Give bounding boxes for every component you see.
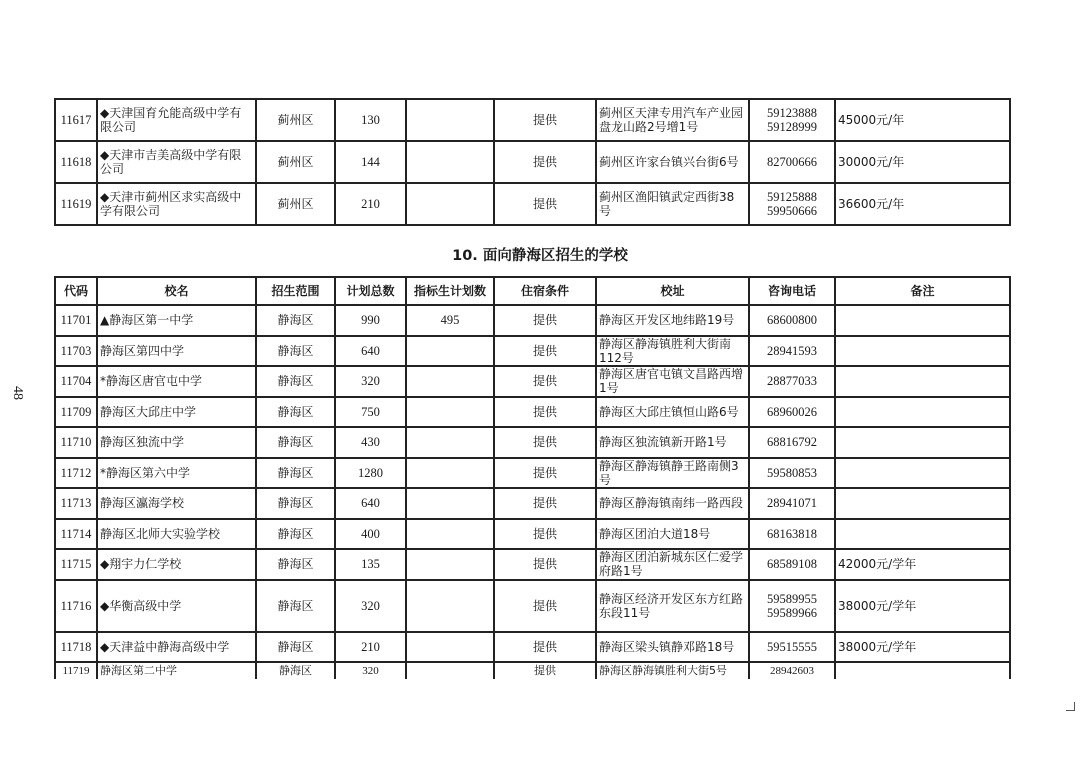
address: 静海区梁头镇静邓路18号 bbox=[596, 632, 749, 663]
header-code: 代码 bbox=[55, 277, 97, 305]
school-code: 11710 bbox=[55, 427, 97, 458]
note bbox=[835, 397, 1010, 428]
phone-1: 59515555 bbox=[767, 639, 817, 654]
crop-mark bbox=[1066, 702, 1075, 711]
school-name: *静海区唐官屯中学 bbox=[97, 366, 256, 397]
lodging: 提供 bbox=[494, 427, 596, 458]
school-name: 静海区第四中学 bbox=[97, 336, 256, 367]
phone bbox=[749, 336, 835, 367]
lodging: 提供 bbox=[494, 458, 596, 489]
phone bbox=[749, 99, 835, 141]
enrollment-scope: 静海区 bbox=[256, 632, 335, 663]
table-row bbox=[55, 458, 1010, 489]
address: 静海区开发区地纬路19号 bbox=[596, 305, 749, 336]
school-name: 静海区独流中学 bbox=[97, 427, 256, 458]
phone: 82700666 bbox=[749, 141, 835, 183]
school-name: ◆天津市蓟州区求实高级中学有限公司 bbox=[97, 183, 256, 225]
table-row bbox=[55, 99, 1010, 141]
address: 静海区团泊大道18号 bbox=[596, 519, 749, 550]
address: 静海区静海镇胜利大街5号 bbox=[596, 662, 749, 679]
quota-plan bbox=[406, 662, 494, 679]
note: 38000元/学年 bbox=[835, 580, 1010, 632]
lodging: 提供 bbox=[494, 183, 596, 225]
phone-2: 59128999 bbox=[767, 120, 817, 134]
quota-plan bbox=[406, 580, 494, 632]
plan-total: 640 bbox=[335, 336, 406, 367]
plan-total: 135 bbox=[335, 549, 406, 580]
school-name: ◆天津益中静海高级中学 bbox=[97, 632, 256, 663]
jinghai-schools-table bbox=[54, 276, 1011, 679]
table-row bbox=[55, 183, 1010, 225]
school-code: 11716 bbox=[55, 580, 97, 632]
plan-total: 400 bbox=[335, 519, 406, 550]
plan-total: 320 bbox=[335, 366, 406, 397]
lodging: 提供 bbox=[494, 549, 596, 580]
plan-total: 1280 bbox=[335, 458, 406, 489]
phone bbox=[749, 427, 835, 458]
phone-1: 59580853 bbox=[767, 465, 817, 480]
note bbox=[835, 488, 1010, 519]
school-name: ◆翔宇力仁学校 bbox=[97, 549, 256, 580]
school-code: 11715 bbox=[55, 549, 97, 580]
lodging: 提供 bbox=[494, 632, 596, 663]
plan-total: 144 bbox=[335, 141, 406, 183]
phone-1: 28942603 bbox=[770, 665, 814, 677]
phone bbox=[749, 366, 835, 397]
lodging: 提供 bbox=[494, 662, 596, 679]
quota-plan bbox=[406, 397, 494, 428]
address: 静海区静海镇南纬一路西段 bbox=[596, 488, 749, 519]
quota-plan bbox=[406, 488, 494, 519]
table-row bbox=[55, 366, 1010, 397]
enrollment-scope: 静海区 bbox=[256, 336, 335, 367]
quota-plan bbox=[406, 519, 494, 550]
school-code: 11719 bbox=[55, 662, 97, 679]
note: 38000元/学年 bbox=[835, 632, 1010, 663]
header-quota-plan: 指标生计划数 bbox=[406, 277, 494, 305]
enrollment-scope: 静海区 bbox=[256, 519, 335, 550]
note bbox=[835, 305, 1010, 336]
enrollment-scope: 静海区 bbox=[256, 662, 335, 679]
quota-plan bbox=[406, 99, 494, 141]
header-plan-total: 计划总数 bbox=[335, 277, 406, 305]
school-name: ▲静海区第一中学 bbox=[97, 305, 256, 336]
lodging: 提供 bbox=[494, 488, 596, 519]
note bbox=[835, 427, 1010, 458]
note bbox=[835, 662, 1010, 679]
enrollment-scope: 静海区 bbox=[256, 488, 335, 519]
note bbox=[835, 458, 1010, 489]
school-name: *静海区第六中学 bbox=[97, 458, 256, 489]
phone-1: 59589955 bbox=[767, 591, 817, 606]
quota-plan bbox=[406, 549, 494, 580]
enrollment-scope: 静海区 bbox=[256, 549, 335, 580]
table-row bbox=[55, 488, 1010, 519]
school-code: 11709 bbox=[55, 397, 97, 428]
header-note: 备注 bbox=[835, 277, 1010, 305]
phone bbox=[749, 662, 835, 679]
table-row bbox=[55, 305, 1010, 336]
enrollment-scope: 静海区 bbox=[256, 458, 335, 489]
plan-total: 430 bbox=[335, 427, 406, 458]
school-code: 11704 bbox=[55, 366, 97, 397]
phone-2: 59589966 bbox=[767, 605, 817, 620]
phone-1: 59125888 bbox=[767, 190, 817, 204]
note: 42000元/学年 bbox=[835, 549, 1010, 580]
phone-1: 28877033 bbox=[767, 374, 817, 389]
phone-1: 68589108 bbox=[767, 557, 817, 572]
quota-plan bbox=[406, 632, 494, 663]
table-row bbox=[55, 580, 1010, 632]
header-name: 校名 bbox=[97, 277, 256, 305]
lodging: 提供 bbox=[494, 99, 596, 141]
enrollment-scope: 静海区 bbox=[256, 427, 335, 458]
plan-total: 130 bbox=[335, 99, 406, 141]
table-row bbox=[55, 397, 1010, 428]
quota-plan: 495 bbox=[406, 305, 494, 336]
school-code: 11714 bbox=[55, 519, 97, 550]
lodging: 提供 bbox=[494, 397, 596, 428]
enrollment-scope: 静海区 bbox=[256, 305, 335, 336]
quota-plan bbox=[406, 141, 494, 183]
lodging: 提供 bbox=[494, 141, 596, 183]
school-code: 11713 bbox=[55, 488, 97, 519]
table-row bbox=[55, 336, 1010, 367]
school-name: 静海区北师大实验学校 bbox=[97, 519, 256, 550]
enrollment-scope: 静海区 bbox=[256, 580, 335, 632]
plan-total: 640 bbox=[335, 488, 406, 519]
quota-plan bbox=[406, 427, 494, 458]
note: 30000元/年 bbox=[835, 141, 1010, 183]
plan-total: 320 bbox=[335, 662, 406, 679]
address: 蓟州区天津专用汽车产业园盘龙山路2号增1号 bbox=[596, 99, 749, 141]
phone bbox=[749, 549, 835, 580]
address: 静海区大邱庄镇恒山路6号 bbox=[596, 397, 749, 428]
phone bbox=[749, 519, 835, 550]
quota-plan bbox=[406, 183, 494, 225]
note bbox=[835, 366, 1010, 397]
lodging: 提供 bbox=[494, 580, 596, 632]
note bbox=[835, 336, 1010, 367]
school-code: 11701 bbox=[55, 305, 97, 336]
phone-1: 68163818 bbox=[767, 526, 817, 541]
note: 36600元/年 bbox=[835, 183, 1010, 225]
phone-1: 68600800 bbox=[767, 313, 817, 328]
phone-1: 28941593 bbox=[767, 343, 817, 358]
school-code: 11619 bbox=[55, 183, 97, 225]
quota-plan bbox=[406, 458, 494, 489]
note: 45000元/年 bbox=[835, 99, 1010, 141]
table-row bbox=[55, 662, 1010, 679]
school-name: ◆华衡高级中学 bbox=[97, 580, 256, 632]
phone bbox=[749, 305, 835, 336]
plan-total: 320 bbox=[335, 580, 406, 632]
address: 静海区静海镇静王路南侧3号 bbox=[596, 458, 749, 489]
phone-1: 68816792 bbox=[767, 435, 817, 450]
phone bbox=[749, 580, 835, 632]
phone-1: 28941071 bbox=[767, 496, 817, 511]
table-row bbox=[55, 141, 1010, 183]
school-code: 11703 bbox=[55, 336, 97, 367]
table-row bbox=[55, 427, 1010, 458]
phone-1: 68960026 bbox=[767, 404, 817, 419]
phone-1: 59123888 bbox=[767, 106, 817, 120]
school-code: 11618 bbox=[55, 141, 97, 183]
enrollment-scope: 蓟州区 bbox=[256, 141, 335, 183]
table-header-row bbox=[55, 277, 1010, 305]
phone bbox=[749, 183, 835, 225]
enrollment-scope: 静海区 bbox=[256, 397, 335, 428]
quota-plan bbox=[406, 336, 494, 367]
plan-total: 210 bbox=[335, 183, 406, 225]
table-row bbox=[55, 549, 1010, 580]
header-lodging: 住宿条件 bbox=[494, 277, 596, 305]
header-phone: 咨询电话 bbox=[749, 277, 835, 305]
enrollment-scope: 蓟州区 bbox=[256, 183, 335, 225]
phone bbox=[749, 397, 835, 428]
school-name: ◆天津国育允能高级中学有限公司 bbox=[97, 99, 256, 141]
jizhou-schools-table bbox=[54, 98, 1011, 226]
lodging: 提供 bbox=[494, 366, 596, 397]
phone bbox=[749, 458, 835, 489]
enrollment-scope: 蓟州区 bbox=[256, 99, 335, 141]
address: 静海区唐官屯镇文昌路西增1号 bbox=[596, 366, 749, 397]
address: 静海区静海镇胜利大街南112号 bbox=[596, 336, 749, 367]
lodging: 提供 bbox=[494, 305, 596, 336]
school-code: 11718 bbox=[55, 632, 97, 663]
school-name: 静海区第二中学 bbox=[97, 662, 256, 679]
school-name: ◆天津市吉美高级中学有限公司 bbox=[97, 141, 256, 183]
address: 蓟州区许家台镇兴台街6号 bbox=[596, 141, 749, 183]
section-title: 10. 面向静海区招生的学校 bbox=[452, 248, 628, 264]
phone bbox=[749, 632, 835, 663]
school-name: 静海区大邱庄中学 bbox=[97, 397, 256, 428]
quota-plan bbox=[406, 366, 494, 397]
phone bbox=[749, 488, 835, 519]
enrollment-scope: 静海区 bbox=[256, 366, 335, 397]
table-row bbox=[55, 519, 1010, 550]
plan-total: 990 bbox=[335, 305, 406, 336]
school-name: 静海区瀛海学校 bbox=[97, 488, 256, 519]
school-code: 11712 bbox=[55, 458, 97, 489]
address: 蓟州区渔阳镇武定西街38号 bbox=[596, 183, 749, 225]
phone-2: 59950666 bbox=[767, 204, 817, 218]
school-code: 11617 bbox=[55, 99, 97, 141]
page-number: 48 bbox=[10, 386, 25, 400]
plan-total: 210 bbox=[335, 632, 406, 663]
header-scope: 招生范围 bbox=[256, 277, 335, 305]
address: 静海区团泊新城东区仁爱学府路1号 bbox=[596, 549, 749, 580]
plan-total: 750 bbox=[335, 397, 406, 428]
note bbox=[835, 519, 1010, 550]
header-address: 校址 bbox=[596, 277, 749, 305]
lodging: 提供 bbox=[494, 336, 596, 367]
lodging: 提供 bbox=[494, 519, 596, 550]
address: 静海区经济开发区东方红路东段11号 bbox=[596, 580, 749, 632]
table-row bbox=[55, 632, 1010, 663]
address: 静海区独流镇新开路1号 bbox=[596, 427, 749, 458]
